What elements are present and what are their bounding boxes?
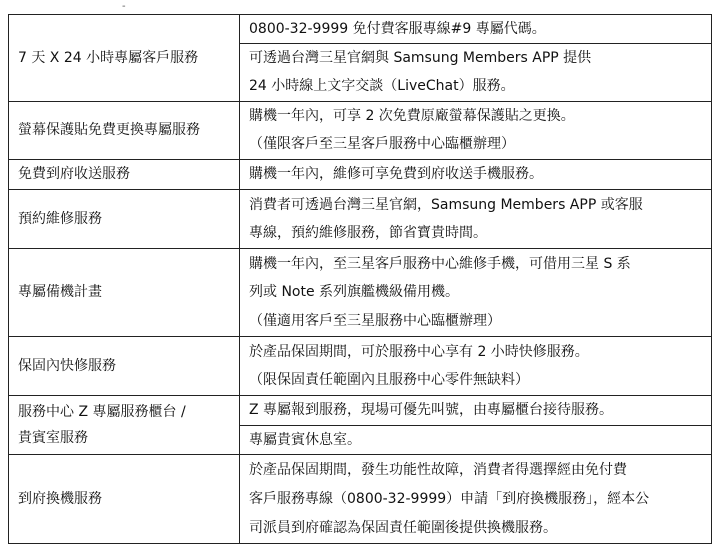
- column-divider: [239, 14, 240, 544]
- row-label-backup-phone: 專屬備機計畫: [18, 284, 102, 300]
- row-text: 客戶服務專線（0800-32-9999）申請「到府換機服務」，經本公: [249, 491, 650, 507]
- row-text: 購機一年內，至三星客戶服務中心維修手機，可借用三星 S 系: [249, 256, 631, 272]
- row-text: 購機一年內，維修可享免費到府收送手機服務。: [249, 166, 543, 182]
- row-label-home-exchange: 到府換機服務: [18, 491, 102, 507]
- row-label-vip-counter: [8, 395, 239, 454]
- row-text: 專線，預約維修服務，節省寶貴時間。: [249, 225, 487, 241]
- row-text: （限保固責任範圍內且服務中心零件無缺料）: [249, 372, 529, 388]
- row-label-screen-protector: 螢幕保護貼免費更換專屬服務: [18, 122, 200, 138]
- row-text: 24 小時線上文字交談（LiveChat）服務。: [249, 78, 515, 94]
- services-table: [8, 14, 712, 544]
- row-text: 於產品保固期間，發生功能性故障，消費者得選擇經由免付費: [249, 462, 627, 478]
- row-label-quick-repair: 保固內快修服務: [18, 357, 116, 374]
- row-label-line: 服務中心 Z 專屬服務櫃台 /: [18, 403, 186, 420]
- row-text: 購機一年內，可享 2 次免費原廠螢幕保護貼之更換。: [249, 108, 575, 124]
- row-text: 司派員到府確認為保固責任範圍後提供換機服務。: [249, 520, 557, 536]
- row-text: 專屬貴賓休息室。: [249, 432, 361, 448]
- row-label-pickup-delivery: 免費到府收送服務: [18, 166, 130, 182]
- row-text: 可透過台灣三星官網與 Samsung Members APP 提供: [249, 50, 592, 66]
- row-text: 消費者可透過台灣三星官網，Samsung Members APP 或客服: [249, 197, 643, 213]
- row-text: 於產品保固期間，可於服務中心享有 2 小時快修服務。: [249, 344, 589, 360]
- row-text: 0800-32-9999 免付費客服專線#9 專屬代碼。: [249, 21, 546, 37]
- row-label-line: 貴賓室服務: [18, 429, 88, 446]
- row-text: （僅限客戶至三星客戶服務中心臨櫃辦理）: [249, 136, 515, 152]
- row-label-repair-booking: 預約維修服務: [18, 210, 102, 227]
- row-label-24h-service: 7 天 X 24 小時專屬客戶服務: [18, 49, 199, 66]
- top-mark: -: [122, 1, 126, 12]
- row-text: 列或 Note 系列旗艦機級備用機。: [249, 284, 460, 300]
- row-text: （僅適用客戶至三星服務中心臨櫃辦理）: [249, 313, 501, 329]
- row-text: Z 專屬報到服務，現場可優先叫號，由專屬櫃台接待服務。: [249, 402, 614, 418]
